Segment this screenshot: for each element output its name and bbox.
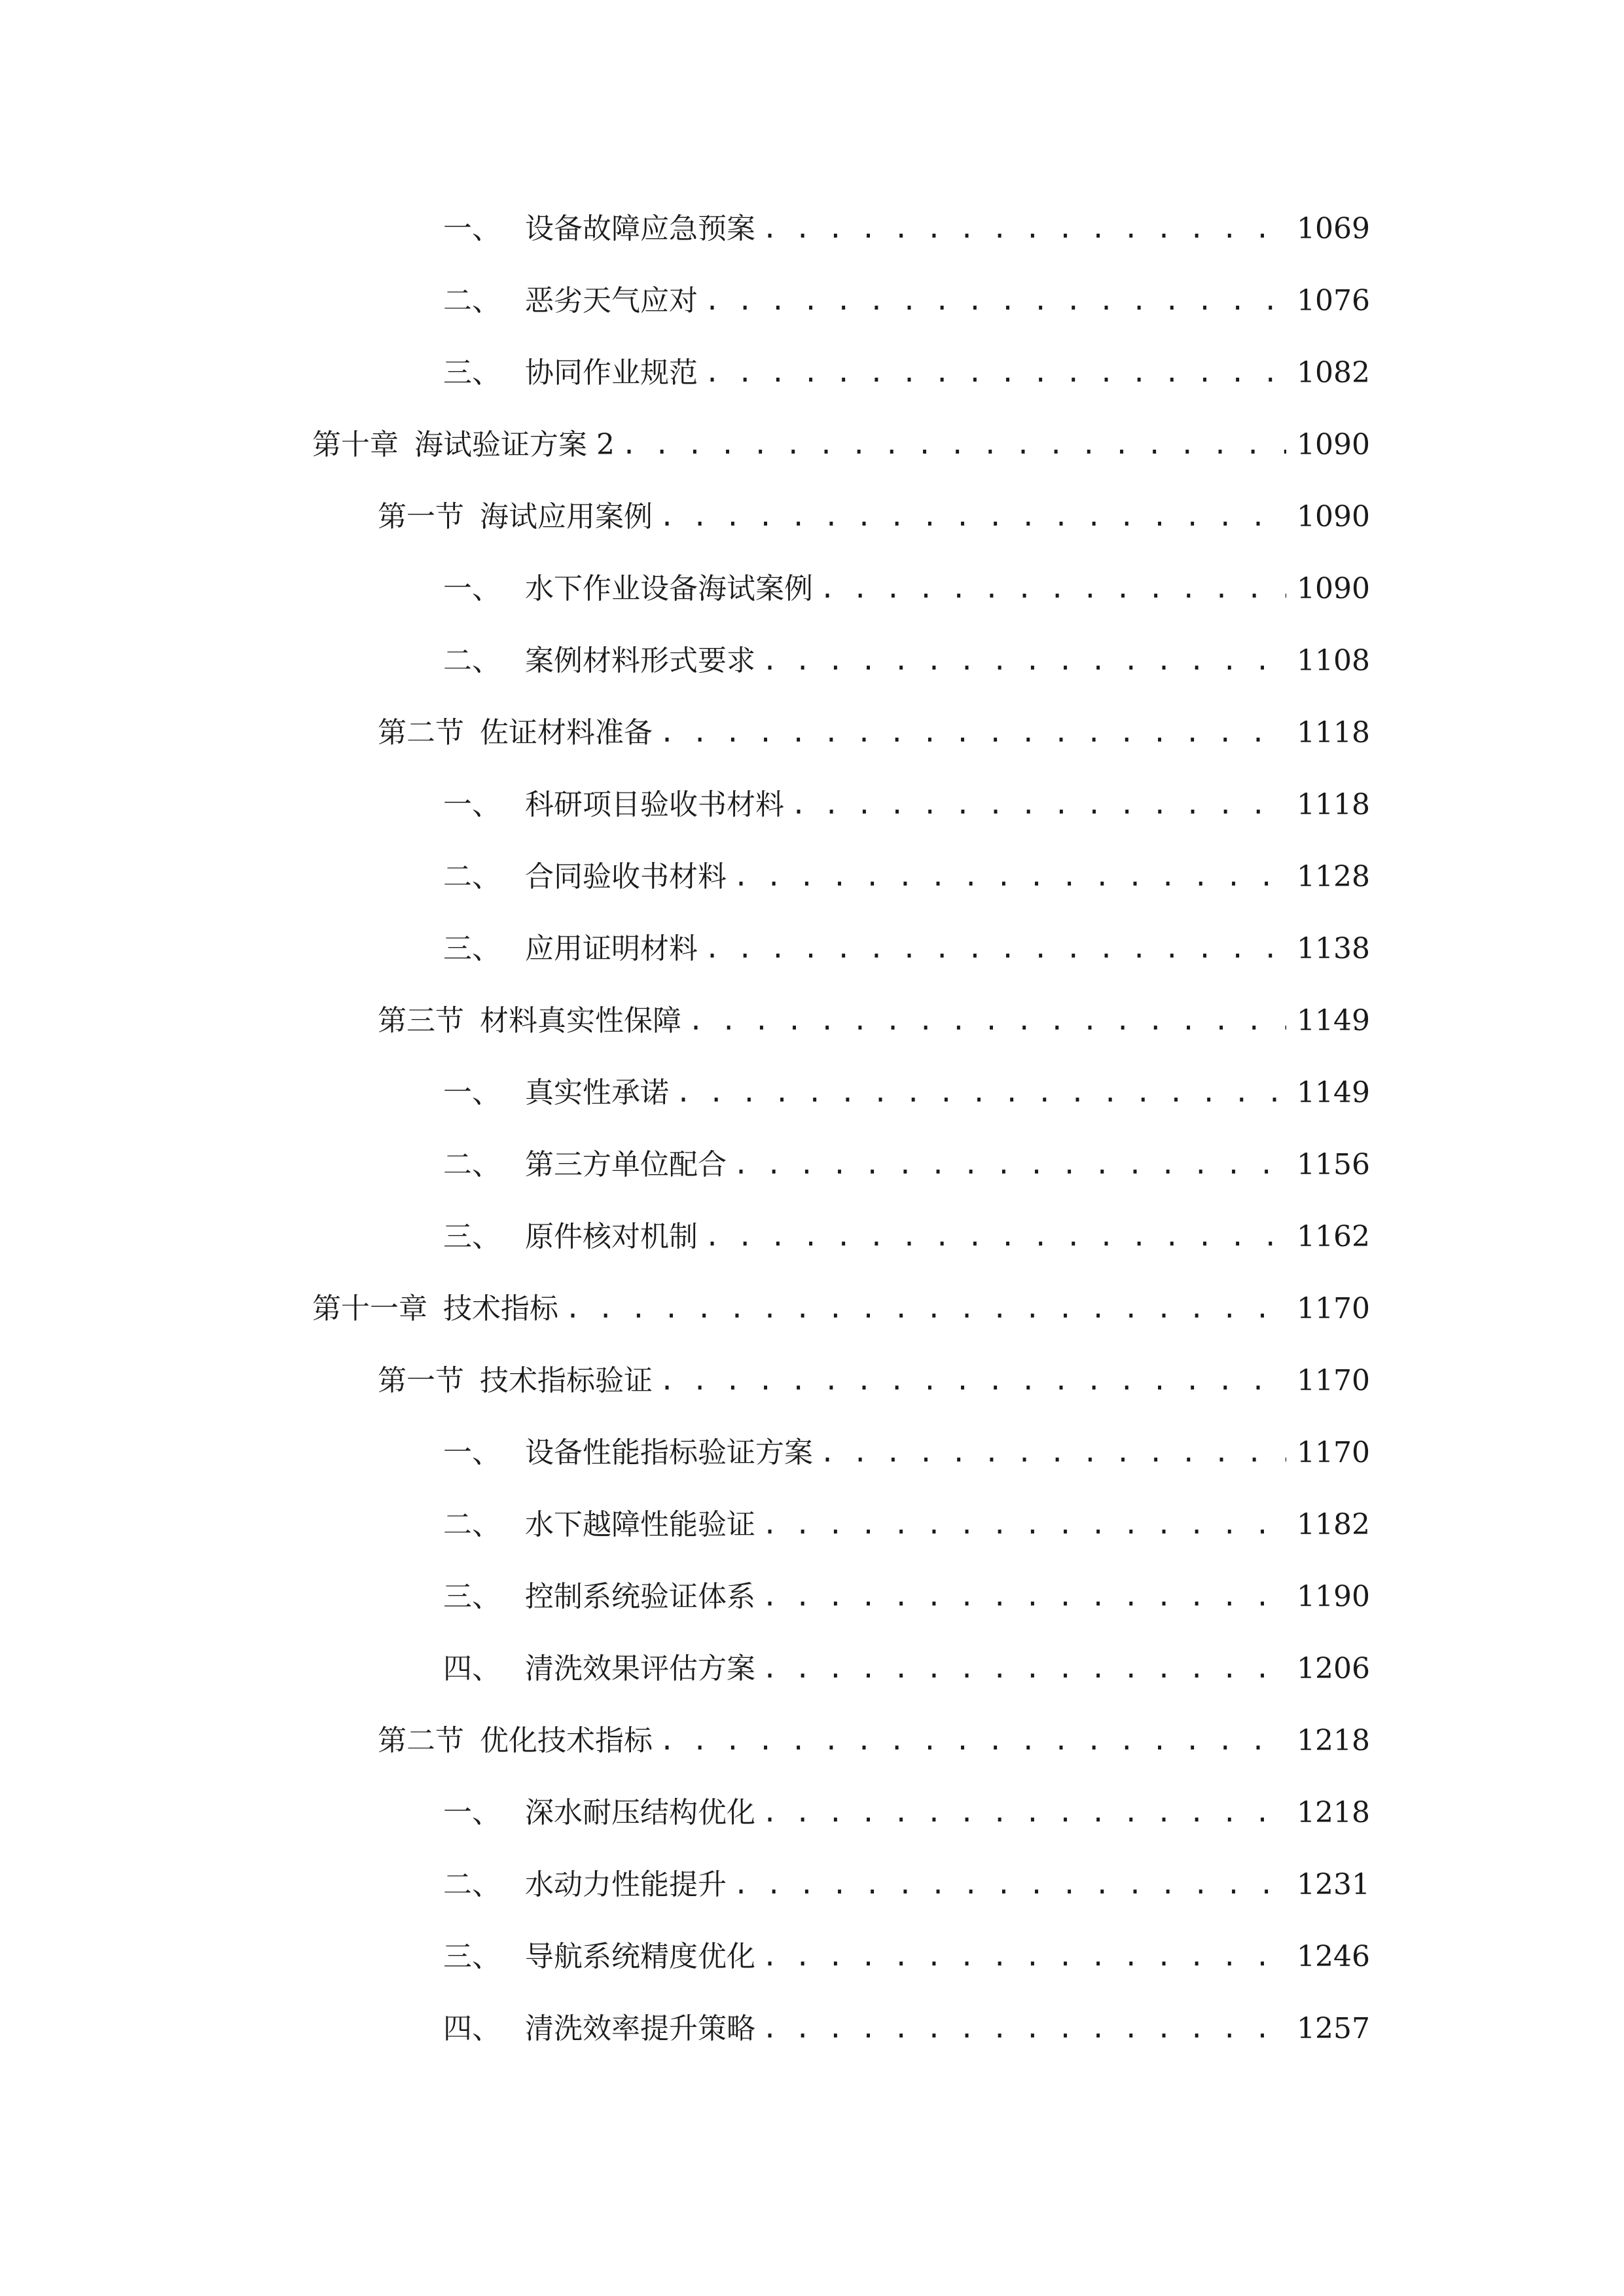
toc-title: 深水耐压结构优化 — [525, 1796, 755, 1829]
toc-page-number: 1118 — [1297, 716, 1370, 749]
dot-leader — [676, 1067, 1286, 1119]
toc-entry[interactable] — [443, 2003, 1370, 2055]
toc-prefix: 四、 — [443, 1652, 501, 1685]
toc-title: 协同作业规范 — [525, 356, 698, 389]
dot-leader — [762, 635, 1286, 687]
dot-leader — [704, 347, 1286, 399]
toc-prefix: 第一节 — [378, 500, 464, 533]
toc-title: 优化技术指标 — [480, 1724, 653, 1757]
toc-section-entry[interactable] — [378, 1355, 1370, 1407]
toc-title: 合同验收书材料 — [525, 860, 727, 893]
toc-page-number: 1090 — [1297, 500, 1370, 533]
toc-page-number: 1149 — [1297, 1076, 1370, 1109]
toc-title: 技术指标验证 — [480, 1364, 653, 1397]
toc-page-number: 1170 — [1297, 1292, 1370, 1325]
toc-prefix: 三、 — [443, 1220, 501, 1253]
toc-prefix: 一、 — [443, 1436, 501, 1469]
toc-prefix: 二、 — [443, 644, 501, 677]
toc-page-number: 1170 — [1297, 1436, 1370, 1469]
toc-title: 技术指标 — [443, 1292, 558, 1325]
toc-title: 设备故障应急预案 — [525, 212, 755, 245]
dot-leader — [762, 2003, 1286, 2055]
toc-prefix: 三、 — [443, 1580, 501, 1613]
toc-entry[interactable] — [443, 1499, 1370, 1551]
toc-entry[interactable] — [443, 275, 1370, 327]
dot-leader — [762, 203, 1286, 255]
toc-page-number: 1206 — [1297, 1652, 1370, 1685]
toc-prefix: 一、 — [443, 1076, 501, 1109]
dot-leader — [659, 1715, 1286, 1767]
toc-entry[interactable] — [443, 1139, 1370, 1191]
toc-entry[interactable] — [443, 563, 1370, 615]
toc-title: 设备性能指标验证方案 — [525, 1436, 813, 1469]
dot-leader — [791, 779, 1286, 831]
toc-section-entry[interactable] — [378, 707, 1370, 759]
toc-entry[interactable] — [443, 779, 1370, 831]
toc-entry[interactable] — [443, 1427, 1370, 1479]
toc-entry[interactable] — [443, 1067, 1370, 1119]
dot-leader — [762, 1499, 1286, 1551]
toc-prefix: 四、 — [443, 2012, 501, 2045]
toc-page-number: 1257 — [1297, 2012, 1370, 2045]
toc-prefix: 第一节 — [378, 1364, 464, 1397]
toc-prefix: 第三节 — [378, 1004, 464, 1037]
toc-page-number: 1090 — [1297, 572, 1370, 605]
toc-page-number: 1162 — [1297, 1220, 1370, 1253]
toc-title: 清洗效果评估方案 — [525, 1652, 755, 1685]
toc-title: 真实性承诺 — [525, 1076, 669, 1109]
toc-title: 水下作业设备海试案例 — [525, 572, 813, 605]
dot-leader — [762, 1931, 1286, 1983]
toc-page-number: 1108 — [1297, 644, 1370, 677]
toc-title: 应用证明材料 — [525, 932, 698, 965]
toc-entry[interactable] — [443, 347, 1370, 399]
toc-prefix: 一、 — [443, 1796, 501, 1829]
toc-title: 原件核对机制 — [525, 1220, 698, 1253]
toc-page-number: 1149 — [1297, 1004, 1370, 1037]
toc-title: 材料真实性保障 — [480, 1004, 681, 1037]
toc-entry[interactable] — [443, 203, 1370, 255]
toc-prefix: 二、 — [443, 1868, 501, 1901]
dot-leader — [820, 1427, 1286, 1479]
toc-page-number: 1231 — [1297, 1868, 1370, 1901]
toc-entry[interactable] — [443, 851, 1370, 903]
toc-page-number: 1069 — [1297, 212, 1370, 245]
toc-prefix: 三、 — [443, 356, 501, 389]
toc-page-number: 1138 — [1297, 932, 1370, 965]
toc-page-number: 1156 — [1297, 1148, 1370, 1181]
toc-entry[interactable] — [443, 1931, 1370, 1983]
toc-title: 科研项目验收书材料 — [525, 788, 784, 821]
dot-leader — [733, 1859, 1286, 1911]
toc-entry[interactable] — [443, 1211, 1370, 1263]
toc-prefix: 二、 — [443, 860, 501, 893]
toc-prefix: 二、 — [443, 1148, 501, 1181]
toc-prefix: 第十一章 — [312, 1292, 427, 1325]
dot-leader — [762, 1787, 1286, 1839]
toc-section-entry[interactable] — [378, 995, 1370, 1047]
toc-title: 佐证材料准备 — [480, 716, 653, 749]
dot-leader — [762, 1643, 1286, 1695]
toc-page-number: 1090 — [1297, 428, 1370, 461]
dot-leader — [762, 1571, 1286, 1623]
dot-leader — [621, 419, 1286, 471]
dot-leader — [704, 275, 1286, 327]
dot-leader — [733, 1139, 1286, 1191]
toc-prefix: 三、 — [443, 932, 501, 965]
toc-title: 水下越障性能验证 — [525, 1508, 755, 1541]
toc-chapter-entry[interactable] — [312, 1283, 1370, 1335]
toc-page-number: 1076 — [1297, 284, 1370, 317]
toc-title: 海试验证方案 2 — [414, 428, 615, 461]
toc-page-number: 1082 — [1297, 356, 1370, 389]
toc-title: 清洗效率提升策略 — [525, 2012, 755, 2045]
toc-title: 第三方单位配合 — [525, 1148, 727, 1181]
dot-leader — [820, 563, 1286, 615]
toc-prefix: 二、 — [443, 284, 501, 317]
dot-leader — [688, 995, 1286, 1047]
dot-leader — [704, 923, 1286, 975]
toc-title: 海试应用案例 — [480, 500, 653, 533]
toc-section-entry[interactable] — [378, 1715, 1370, 1767]
toc-section-entry[interactable] — [378, 491, 1370, 543]
dot-leader — [659, 491, 1286, 543]
toc-entry[interactable] — [443, 1787, 1370, 1839]
toc-entry[interactable] — [443, 1571, 1370, 1623]
toc-title: 恶劣天气应对 — [525, 284, 698, 317]
toc-entry[interactable] — [443, 923, 1370, 975]
toc-prefix: 第二节 — [378, 1724, 464, 1757]
toc-page-number: 1190 — [1297, 1580, 1370, 1613]
toc-page-number: 1170 — [1297, 1364, 1370, 1397]
dot-leader — [565, 1283, 1286, 1335]
toc-page-number: 1218 — [1297, 1724, 1370, 1757]
toc-prefix: 第二节 — [378, 716, 464, 749]
toc-page-number: 1118 — [1297, 788, 1370, 821]
dot-leader — [704, 1211, 1286, 1263]
toc-entry[interactable] — [443, 1643, 1370, 1695]
dot-leader — [659, 1355, 1286, 1407]
toc-prefix: 三、 — [443, 1940, 501, 1973]
dot-leader — [733, 851, 1286, 903]
toc-title: 导航系统精度优化 — [525, 1940, 755, 1973]
dot-leader — [659, 707, 1286, 759]
toc-entry[interactable] — [443, 635, 1370, 687]
toc-page-number: 1246 — [1297, 1940, 1370, 1973]
toc-page-number: 1182 — [1297, 1508, 1370, 1541]
toc-prefix: 第十章 — [312, 428, 399, 461]
toc-prefix: 一、 — [443, 788, 501, 821]
toc-title: 水动力性能提升 — [525, 1868, 727, 1901]
toc-page-number: 1218 — [1297, 1796, 1370, 1829]
toc-page-number: 1128 — [1297, 860, 1370, 893]
toc-entry[interactable] — [443, 1859, 1370, 1911]
toc-title: 控制系统验证体系 — [525, 1580, 755, 1613]
toc-chapter-entry[interactable] — [312, 419, 1370, 471]
toc-prefix: 二、 — [443, 1508, 501, 1541]
toc-prefix: 一、 — [443, 572, 501, 605]
toc-prefix: 一、 — [443, 212, 501, 245]
toc-title: 案例材料形式要求 — [525, 644, 755, 677]
